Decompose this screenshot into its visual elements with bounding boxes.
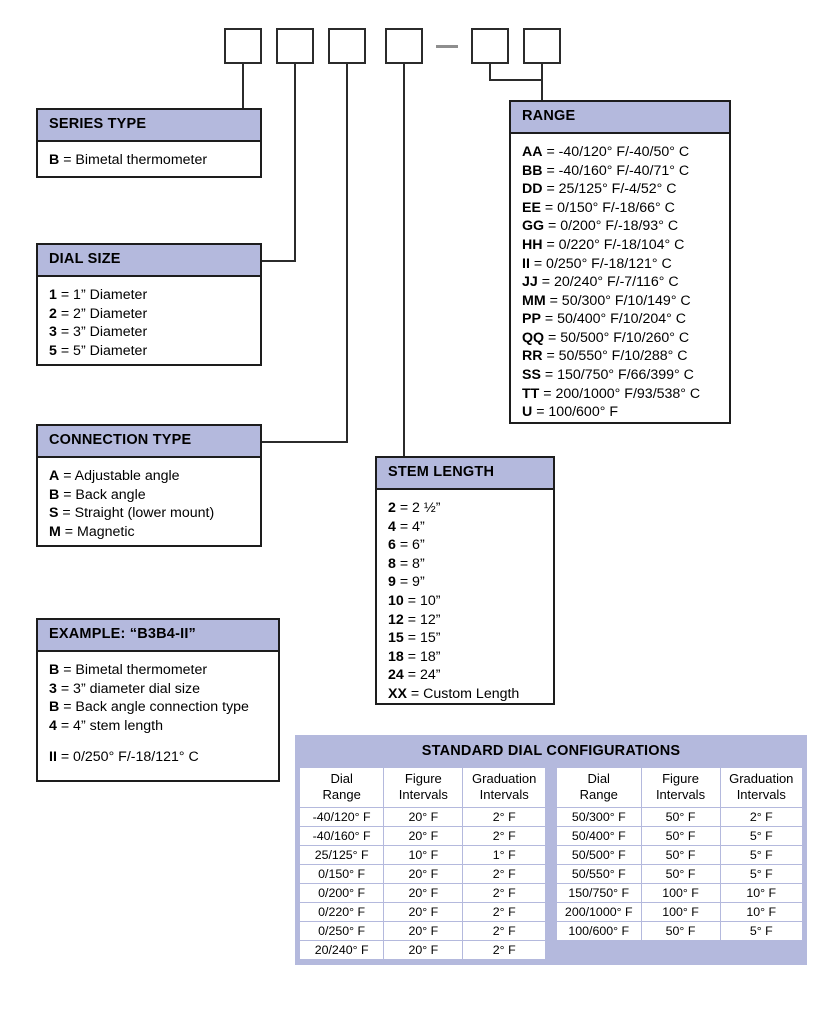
- cell-figure-interval: 20° F: [384, 808, 462, 826]
- separator-dash: [436, 45, 458, 48]
- stem-length-text: = 24”: [403, 667, 441, 684]
- range-code: SS: [522, 367, 541, 384]
- table-row: [557, 865, 802, 883]
- header-line-1: Graduation: [472, 771, 537, 786]
- panel-connection-type-header: CONNECTION TYPE: [38, 426, 260, 458]
- stem-length-code: XX: [388, 685, 407, 702]
- cell-figure-interval: 20° F: [384, 903, 462, 921]
- connector-range-left-vertical: [489, 64, 491, 80]
- panel-range: [509, 100, 731, 424]
- connector-range-horizontal: [489, 79, 542, 81]
- panel-dial-size-body: [38, 277, 260, 369]
- table-header-row: [557, 768, 802, 807]
- panel-dial-size: [36, 243, 262, 366]
- range-line: [522, 199, 719, 218]
- column-header-graduation-intervals: [463, 768, 545, 807]
- stem-length-line: [388, 611, 543, 630]
- cell-figure-interval: 100° F: [642, 884, 720, 902]
- stem-length-line: [388, 573, 543, 592]
- range-line: [522, 403, 719, 422]
- panel-example-body: [38, 652, 278, 776]
- cell-figure-interval: 50° F: [642, 922, 720, 940]
- stem-length-line: [388, 555, 543, 574]
- panel-range-body: [511, 134, 729, 431]
- header-line-1: Figure: [662, 771, 699, 786]
- connection-type-text: = Magnetic: [60, 523, 135, 540]
- stem-length-code: 8: [388, 555, 396, 572]
- range-text: = 20/240° F/-7/116° C: [537, 274, 679, 291]
- connector-connection-horizontal: [262, 441, 348, 443]
- range-text: = 50/500° F/10/260° C: [544, 329, 690, 346]
- example-text: = 3” diameter dial size: [56, 680, 201, 697]
- stem-length-line: [388, 648, 543, 667]
- dial-table-left: [299, 767, 546, 960]
- table-row: [300, 846, 545, 864]
- example-text: = 4” stem length: [56, 717, 163, 734]
- stem-length-line: [388, 499, 543, 518]
- column-header-dial-range: [557, 768, 641, 807]
- connection-type-line: [49, 486, 250, 505]
- dial-table-right: [556, 767, 803, 941]
- cell-figure-interval: 50° F: [642, 865, 720, 883]
- panel-stem-length-body: [377, 490, 553, 713]
- dial-size-text: = 3” Diameter: [56, 324, 148, 341]
- example-code: 3: [49, 680, 57, 697]
- code-box-connection[interactable]: [328, 28, 366, 64]
- cell-graduation-interval: 2° F: [463, 884, 545, 902]
- range-line: [522, 255, 719, 274]
- stem-length-text: = 15”: [403, 630, 441, 647]
- connector-dial-vertical: [294, 64, 296, 261]
- panel-range-header: RANGE: [511, 102, 729, 134]
- stem-length-code: 12: [388, 611, 404, 628]
- range-line: [522, 366, 719, 385]
- panel-stem-length-header: STEM LENGTH: [377, 458, 553, 490]
- range-code: RR: [522, 348, 543, 365]
- range-text: = 0/200° F/-18/93° C: [544, 218, 679, 235]
- example-code: B: [49, 699, 60, 716]
- cell-graduation-interval: 10° F: [721, 884, 802, 902]
- range-code: AA: [522, 143, 543, 160]
- series-type-line: [49, 151, 250, 170]
- range-code: PP: [522, 311, 541, 328]
- range-line: [522, 236, 719, 255]
- column-header-figure-intervals: [384, 768, 462, 807]
- range-line: [522, 217, 719, 236]
- table-row: [557, 903, 802, 921]
- table-row: [300, 903, 545, 921]
- cell-graduation-interval: 1° F: [463, 846, 545, 864]
- table-row: [300, 884, 545, 902]
- range-text: = 150/750° F/66/399° C: [540, 367, 694, 384]
- dial-size-text: = 2” Diameter: [56, 305, 148, 322]
- panel-dial-size-header: DIAL SIZE: [38, 245, 260, 277]
- example-spacer: [49, 735, 268, 748]
- range-text: = 0/220° F/-18/104° C: [542, 236, 685, 253]
- column-header-figure-intervals: [642, 768, 720, 807]
- cell-dial-range: 50/550° F: [557, 865, 641, 883]
- range-line: [522, 143, 719, 162]
- stem-length-line: [388, 592, 543, 611]
- table-row: [557, 827, 802, 845]
- stem-length-text: = 4”: [395, 518, 425, 535]
- cell-graduation-interval: 2° F: [463, 922, 545, 940]
- dial-configurations-title: STANDARD DIAL CONFIGURATIONS: [421, 743, 681, 759]
- code-box-range-2[interactable]: [523, 28, 561, 64]
- cell-dial-range: 50/500° F: [557, 846, 641, 864]
- dial-size-code: 5: [49, 342, 57, 359]
- cell-graduation-interval: 2° F: [463, 808, 545, 826]
- example-range-line: [49, 748, 268, 767]
- cell-figure-interval: 20° F: [384, 884, 462, 902]
- connection-type-line: [49, 523, 250, 542]
- range-text: = 50/550° F/10/288° C: [542, 348, 688, 365]
- range-line: [522, 273, 719, 292]
- stem-length-line: [388, 536, 543, 555]
- range-line: [522, 385, 719, 404]
- cell-figure-interval: 10° F: [384, 846, 462, 864]
- range-code: BB: [522, 162, 543, 179]
- range-text: = -40/160° F/-40/71° C: [542, 162, 690, 179]
- cell-dial-range: 200/1000° F: [557, 903, 641, 921]
- stem-length-code: 18: [388, 648, 404, 665]
- cell-dial-range: 150/750° F: [557, 884, 641, 902]
- series-type-text: = Bimetal thermometer: [59, 151, 208, 168]
- range-code: QQ: [522, 329, 545, 346]
- stem-length-code: 9: [388, 574, 396, 591]
- dial-size-line: [49, 342, 250, 361]
- dial-configurations-panel: [295, 735, 807, 965]
- header-line-1: Dial: [330, 771, 353, 786]
- stem-length-code: 15: [388, 630, 404, 647]
- table-row: [300, 808, 545, 826]
- column-header-dial-range: [300, 768, 383, 807]
- cell-figure-interval: 50° F: [642, 827, 720, 845]
- header-line-2: Range: [579, 787, 618, 802]
- panel-stem-length: [375, 456, 555, 705]
- connection-type-code: S: [49, 505, 59, 522]
- stem-length-text: = 2 ½”: [395, 499, 441, 516]
- dial-configurations-tables: [295, 767, 807, 960]
- dial-size-code: 1: [49, 286, 57, 303]
- cell-figure-interval: 20° F: [384, 941, 462, 959]
- header-line-2: Intervals: [655, 787, 706, 802]
- panel-connection-type-body: [38, 458, 260, 550]
- range-text: = 25/125° F/-4/52° C: [542, 181, 677, 198]
- range-text: = 50/400° F/10/204° C: [540, 311, 686, 328]
- range-line: [522, 329, 719, 348]
- panel-example: [36, 618, 280, 782]
- header-line-2: Intervals: [479, 787, 529, 802]
- cell-graduation-interval: 2° F: [721, 808, 802, 826]
- panel-example-header: EXAMPLE: “B3B4-II”: [38, 620, 278, 652]
- cell-graduation-interval: 5° F: [721, 846, 802, 864]
- dial-size-code: 2: [49, 305, 57, 322]
- cell-dial-range: 50/300° F: [557, 808, 641, 826]
- cell-dial-range: -40/120° F: [300, 808, 383, 826]
- example-range-code: II: [49, 749, 57, 766]
- example-line: [49, 717, 268, 736]
- cell-figure-interval: 20° F: [384, 865, 462, 883]
- table-row: [300, 922, 545, 940]
- panel-series-type-header: SERIES TYPE: [38, 110, 260, 142]
- cell-figure-interval: 50° F: [642, 808, 720, 826]
- table-row: [300, 865, 545, 883]
- stem-length-line: [388, 518, 543, 537]
- range-code: JJ: [522, 274, 538, 291]
- cell-graduation-interval: 5° F: [721, 827, 802, 845]
- range-text: = 200/1000° F/93/538° C: [539, 385, 701, 402]
- table-row: [557, 922, 802, 940]
- header-line-1: Graduation: [729, 771, 794, 786]
- example-code: B: [49, 661, 60, 678]
- connector-connection-vertical: [346, 64, 348, 442]
- range-line: [522, 347, 719, 366]
- series-type-code: B: [49, 151, 60, 168]
- connector-dial-horizontal: [262, 260, 296, 262]
- connection-type-text: = Adjustable angle: [59, 467, 180, 484]
- stem-length-code: 4: [388, 518, 396, 535]
- range-text: = 0/250° F/-18/121° C: [529, 255, 672, 272]
- header-line-2: Range: [322, 787, 361, 802]
- example-code: 4: [49, 717, 57, 734]
- example-range-text: = 0/250° F/-18/121° C: [56, 749, 199, 766]
- panel-series-type-body: [38, 142, 260, 179]
- connector-stem-vertical: [403, 64, 405, 457]
- range-line: [522, 310, 719, 329]
- panel-connection-type: [36, 424, 262, 547]
- panel-series-type: [36, 108, 262, 178]
- cell-dial-range: -40/160° F: [300, 827, 383, 845]
- range-code: GG: [522, 218, 545, 235]
- stem-length-text: = 10”: [403, 592, 441, 609]
- range-code: DD: [522, 181, 543, 198]
- column-header-graduation-intervals: [721, 768, 802, 807]
- table-row: [557, 808, 802, 826]
- range-code: EE: [522, 199, 541, 216]
- stem-length-text: = 8”: [395, 555, 425, 572]
- range-code: HH: [522, 236, 543, 253]
- example-line: [49, 680, 268, 699]
- range-text: = 50/300° F/10/149° C: [545, 292, 691, 309]
- dial-size-line: [49, 286, 250, 305]
- dial-size-line: [49, 323, 250, 342]
- connection-type-text: = Back angle: [59, 486, 146, 503]
- stem-length-line: [388, 666, 543, 685]
- stem-length-line: [388, 629, 543, 648]
- stem-length-text: = 9”: [395, 574, 425, 591]
- range-text: = -40/120° F/-40/50° C: [542, 143, 690, 160]
- range-text: = 100/600° F: [532, 404, 618, 421]
- cell-dial-range: 0/250° F: [300, 922, 383, 940]
- range-text: = 0/150° F/-18/66° C: [540, 199, 675, 216]
- range-code: U: [522, 404, 533, 421]
- cell-figure-interval: 20° F: [384, 922, 462, 940]
- header-line-2: Intervals: [398, 787, 448, 802]
- dial-size-text: = 5” Diameter: [56, 342, 148, 359]
- code-box-dial-size[interactable]: [276, 28, 314, 64]
- stem-length-text: = 6”: [395, 537, 425, 554]
- range-code: II: [522, 255, 530, 272]
- cell-graduation-interval: 2° F: [463, 827, 545, 845]
- cell-graduation-interval: 2° F: [463, 865, 545, 883]
- connection-type-code: B: [49, 486, 60, 503]
- stem-length-text: = 12”: [403, 611, 441, 628]
- cell-figure-interval: 100° F: [642, 903, 720, 921]
- stem-length-code: 24: [388, 667, 404, 684]
- header-line-2: Intervals: [736, 787, 786, 802]
- cell-dial-range: 20/240° F: [300, 941, 383, 959]
- cell-graduation-interval: 2° F: [463, 941, 545, 959]
- connection-type-line: [49, 467, 250, 486]
- connection-type-text: = Straight (lower mount): [58, 505, 215, 522]
- connection-type-code: A: [49, 467, 60, 484]
- range-code: TT: [522, 385, 540, 402]
- cell-dial-range: 50/400° F: [557, 827, 641, 845]
- range-line: [522, 292, 719, 311]
- stem-length-line: [388, 685, 543, 704]
- range-line: [522, 180, 719, 199]
- cell-graduation-interval: 10° F: [721, 903, 802, 921]
- table-header-row: [300, 768, 545, 807]
- range-code: MM: [522, 292, 546, 309]
- cell-graduation-interval: 5° F: [721, 865, 802, 883]
- cell-dial-range: 25/125° F: [300, 846, 383, 864]
- stem-length-code: 2: [388, 499, 396, 516]
- table-row: [300, 827, 545, 845]
- stem-length-text: = Custom Length: [406, 685, 520, 702]
- connection-type-line: [49, 504, 250, 523]
- stem-length-code: 10: [388, 592, 404, 609]
- cell-dial-range: 0/220° F: [300, 903, 383, 921]
- header-line-1: Dial: [587, 771, 610, 786]
- stem-length-text: = 18”: [403, 648, 441, 665]
- cell-figure-interval: 20° F: [384, 827, 462, 845]
- example-text: = Bimetal thermometer: [59, 661, 208, 678]
- code-box-range-1[interactable]: [471, 28, 509, 64]
- connector-series-vertical: [242, 64, 244, 108]
- example-line: [49, 698, 268, 717]
- code-box-series[interactable]: [224, 28, 262, 64]
- table-row: [557, 846, 802, 864]
- cell-graduation-interval: 2° F: [463, 903, 545, 921]
- example-line: [49, 661, 268, 680]
- cell-dial-range: 0/200° F: [300, 884, 383, 902]
- header-line-1: Figure: [404, 771, 442, 786]
- stem-length-code: 6: [388, 537, 396, 554]
- dial-size-text: = 1” Diameter: [56, 286, 148, 303]
- cell-graduation-interval: 5° F: [721, 922, 802, 940]
- connection-type-code: M: [49, 523, 61, 540]
- cell-figure-interval: 50° F: [642, 846, 720, 864]
- dial-size-code: 3: [49, 324, 57, 341]
- range-line: [522, 162, 719, 181]
- table-row: [300, 941, 545, 959]
- code-box-stem[interactable]: [385, 28, 423, 64]
- cell-dial-range: 100/600° F: [557, 922, 641, 940]
- cell-dial-range: 0/150° F: [300, 865, 383, 883]
- table-row: [557, 884, 802, 902]
- example-text: = Back angle connection type: [59, 699, 249, 716]
- dial-size-line: [49, 305, 250, 324]
